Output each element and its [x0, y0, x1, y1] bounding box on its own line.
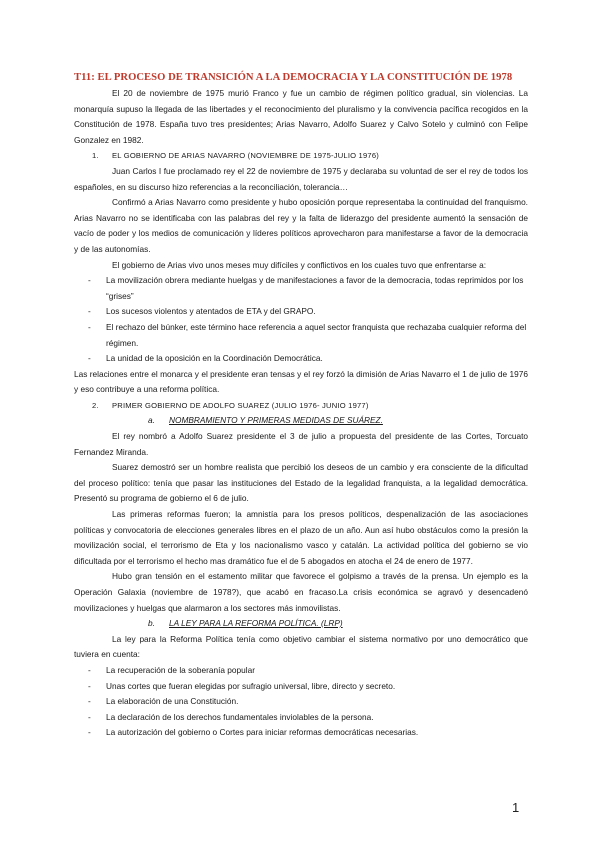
subsection-a-letter: a. [148, 415, 155, 426]
list-item: - Los sucesos violentos y atentados de ETA y del GRAPO. [74, 304, 528, 320]
section-1-title: EL GOBIERNO DE ARIAS NAVARRO (NOVIEMBRE DE 1975-JULIO 1976) [112, 151, 379, 161]
dash-bullet-icon: - [88, 727, 91, 738]
subsection-b-bullet-list [74, 663, 528, 741]
intro-paragraph: El 20 de noviembre de 1975 murió Franco y fue un cambio de régimen político gradual, sin violencias. La monarquía supuso la llegada de las libertades y el reconocimiento del pluralismo y la convivencia pacífica recogidos en la Constitución de 1978. España tuvo tres presidentes; Arias Navarro, Adolfo Suarez y Calvo Sotelo y culminó con Felipe Gonzalez en 1982. [74, 88, 528, 145]
section-2-title: PRIMER GOBIERNO DE ADOLFO SUAREZ (JULIO 1976- JUNIO 1977) [112, 400, 369, 410]
section-1-number: 1. [92, 151, 99, 161]
dash-bullet-icon: - [88, 306, 91, 317]
list-item: - Unas cortes que fueran elegidas por sufragio universal, libre, directo y secreto. [74, 679, 528, 695]
section-1-paragraph-1: Juan Carlos I fue proclamado rey el 22 de noviembre de 1975 y declaraba su voluntad de ser el rey de todos los españoles, en su discurso hizo referencias a la reconciliación, tolerancia… [74, 165, 528, 192]
dash-bullet-icon: - [88, 353, 91, 364]
list-item: - La recuperación de la soberanía popular [74, 663, 528, 679]
list-item: - La declaración de los derechos fundamentales inviolables de la persona. [74, 710, 528, 726]
subsection-b-heading [74, 616, 528, 632]
section-1-paragraph-2: Confirmó a Arias Navarro como presidente y hubo oposición porque representaba la continuidad del franquismo. Arias Navarro no se identificaba con las palabras del rey y la falta de liderazgo del presidente aumentó la sensación de vacío de poder y los medios de comunicación y líderes políticos aprovecharon para manifestarse a favor de la democracia y de las autonomías. [74, 197, 528, 254]
document-page [74, 70, 528, 741]
dash-bullet-icon: - [88, 711, 91, 722]
subsection-a-paragraph-1: El rey nombró a Adolfo Suarez presidente el 3 de julio a propuesta del presidente de las Cortes, Torcuato Fernandez Miranda. [74, 431, 528, 457]
section-1-heading [74, 148, 528, 164]
dash-bullet-icon: - [88, 680, 91, 691]
subsection-a-paragraph-4: Hubo gran tensión en el estamento militar que favorece el golpismo a través de la prensa. Un ejemplo es la Operación Galaxia (noviembre de 1978?), que acabó en fracaso.La crisis económica se agravó y desencadenó movilizaciones y huelgas que alarmaron a los sectores más inmovilistas. [74, 571, 528, 613]
dash-bullet-icon: - [88, 321, 91, 332]
list-item: - La unidad de la oposición en la Coordinación Democrática. [74, 351, 528, 367]
subsection-a-paragraph-2: Suarez demostró ser un hombre realista que percibió los deseos de un cambio y era consciente de la dificultad del proceso político: tenía que pasar las instituciones del Estado de la legalidad franquista, a la legalidad democrática. Presentó su programa de gobierno el 6 de julio. [74, 462, 528, 504]
dash-bullet-icon: - [88, 275, 91, 286]
subsection-b-letter: b. [148, 618, 155, 629]
subsection-a-title: NOMBRAMIENTO Y PRIMERAS MEDIDAS DE SUÁREZ. [169, 415, 383, 426]
list-item: - La autorización del gobierno o Cortes para iniciar reformas democráticas necesarias. [74, 725, 528, 741]
section-1-paragraph-3: El gobierno de Arias vivo unos meses muy difíciles y conflictivos en los cuales tuvo que enfrentarse a: [112, 259, 487, 270]
section-2-number: 2. [92, 400, 99, 410]
list-item: - La movilización obrera mediante huelgas y de manifestaciones a favor de la democracia, todas reprimidos por los “grises” [88, 275, 524, 301]
document-title: T11: EL PROCESO DE TRANSICIÓN A LA DEMOCRACIA Y LA CONSTITUCIÓN DE 1978 [74, 72, 513, 83]
section-1-closing: Las relaciones entre el monarca y el presidente eran tensas y el rey forzó la dimisión de Arias Navarro el 1 de julio de 1976 y eso contribuye a una reforma política. [74, 368, 528, 395]
list-item: - El rechazo del búnker, este término hace referencia a aquel sector franquista que rechazaba cualquier reforma del régimen. [88, 321, 527, 348]
dash-bullet-icon: - [88, 664, 91, 675]
section-2-heading [74, 398, 528, 414]
subsection-a-heading [74, 413, 528, 429]
subsection-a-paragraph-3: Las primeras reformas fueron; la amnistía para los presos políticos, despenalización de las asociaciones políticas y convocatoria de elecciones generales libres en el plazo de un año. Aun así hubo obstáculos como la presión la movilización social, el terrorismo de Eta y los nacionalismo vasco y catalán. La actividad política del gobierno se vio dificultada por el terrorismo el hecho mas dramático fue el de 5 abogados en atocha el 24 de enero de 1977. [74, 509, 528, 566]
dash-bullet-icon: - [88, 696, 91, 707]
list-item: - La elaboración de una Constitución. [74, 694, 528, 710]
subsection-b-paragraph-1: La ley para la Reforma Política tenía como objetivo cambiar el sistema normativo por uno democrático que tuviera en cuenta: [74, 633, 528, 660]
subsection-b-title: LA LEY PARA LA REFORMA POLÍTICA. (LRP) [169, 618, 343, 629]
section-1-bullet-list [74, 273, 528, 367]
page-number: 1 [512, 800, 520, 815]
